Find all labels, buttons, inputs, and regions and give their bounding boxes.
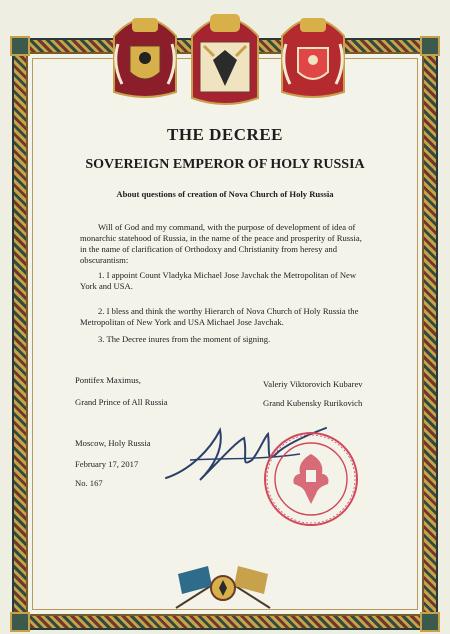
- official-seal: [262, 430, 360, 528]
- item-2-line: 2. I bless and think the worthy Hierarch of Nova Church of Holy Russia the: [98, 306, 359, 316]
- decree-title: THE DECREE: [167, 125, 283, 144]
- corner-ornament-top-left: [10, 36, 30, 56]
- intro-line: in the name of clarification of Orthodoxy and Christianity from heresy and: [80, 244, 338, 254]
- corner-ornament-top-right: [420, 36, 440, 56]
- intro-line: Will of God and my command, with the purpose of development of idea of: [98, 222, 356, 232]
- coat-of-arms-right: [276, 6, 350, 104]
- intro-paragraph: [80, 222, 375, 266]
- corner-ornament-bottom-left: [10, 612, 30, 632]
- coat-of-arms-center: [188, 6, 262, 110]
- item-1: [80, 270, 375, 292]
- decree-subtitle: SOVEREIGN EMPEROR OF HOLY RUSSIA: [85, 157, 365, 172]
- date: February 17, 2017: [75, 459, 139, 469]
- item-2: [80, 306, 375, 328]
- item-1-line: York and USA.: [80, 281, 133, 291]
- decree-about-line: About questions of creation of Nova Church of Holy Russia: [116, 189, 334, 199]
- intro-line: obscurantism:: [80, 255, 129, 265]
- place: Moscow, Holy Russia: [75, 438, 151, 448]
- title-grand-prince: Grand Prince of All Russia: [75, 397, 168, 407]
- coat-of-arms-left: [108, 6, 182, 104]
- item-1-line: 1. I appoint Count Vladyka Michael Jose Javchak the Metropolitan of New: [98, 270, 357, 280]
- signatory-name: Valeriy Viktorovich Kubarev: [263, 379, 363, 389]
- title-pontifex: Pontifex Maximus,: [75, 375, 141, 385]
- item-3-line: 3. The Decree inures from the moment of signing.: [98, 334, 271, 344]
- item-3: [80, 334, 375, 345]
- intro-line: monarchic statehood of Russia, in the name of the peace and prosperity of Russia,: [80, 233, 362, 243]
- item-2-line: Metropolitan of New York and USA Michael Jose Javchak.: [80, 317, 284, 327]
- decree-number: No. 167: [75, 478, 103, 488]
- crossed-flags-emblem: [168, 560, 278, 612]
- corner-ornament-bottom-right: [420, 612, 440, 632]
- signatory-title: Grand Kubensky Rurikovich: [263, 398, 363, 408]
